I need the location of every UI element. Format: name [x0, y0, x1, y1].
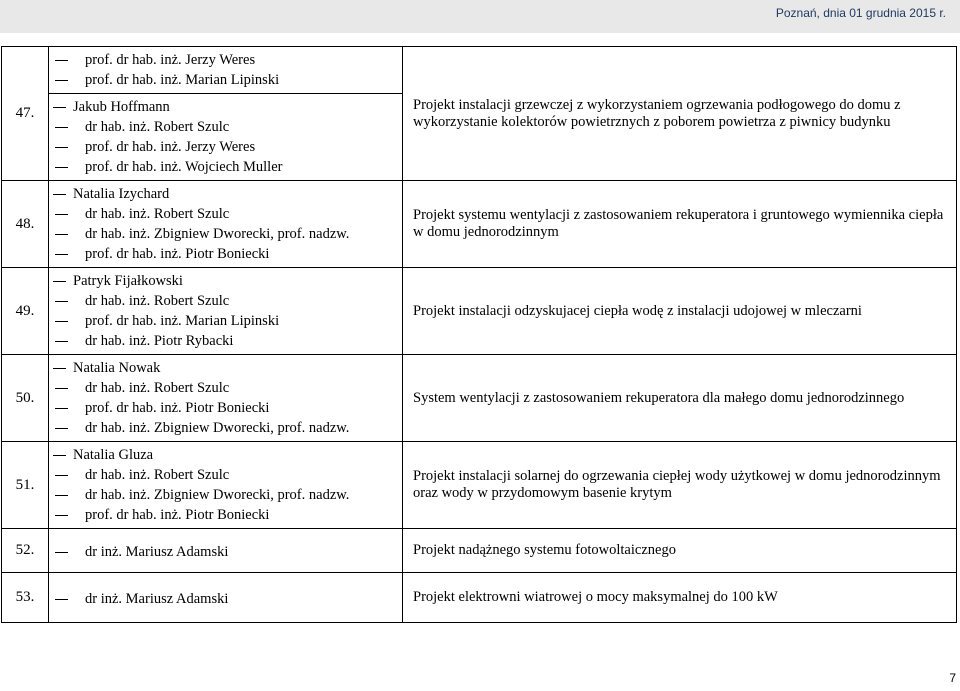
people-cell — [49, 47, 403, 94]
project-title: Projekt systemu wentylacji z zastosowaniem rekuperatora i gruntowego wymiennika ciepła w domu jednorodzinnym — [403, 181, 957, 268]
table-row — [2, 573, 957, 623]
projects-table — [1, 46, 957, 623]
supervisor-name: dr hab. inż. Zbigniew Dworecki, prof. nadzw. — [55, 418, 398, 438]
people-cell — [49, 94, 403, 181]
student-name: Natalia Nowak — [55, 358, 398, 378]
project-title: Projekt instalacji solarnej do ogrzewania ciepłej wody użytkowej w domu jednorodzinnym oraz wody w przydomowym basenie krytym — [403, 442, 957, 529]
supervisor-name: prof. dr hab. inż. Marian Lipinski — [55, 70, 398, 90]
project-title: Projekt nadążnego systemu fotowoltaicznego — [403, 529, 957, 573]
page-header — [0, 0, 960, 33]
student-name: Natalia Gluza — [55, 445, 398, 465]
supervisor-name: prof. dr hab. inż. Piotr Boniecki — [55, 244, 398, 264]
people-cell — [49, 268, 403, 355]
supervisor-name: dr hab. inż. Zbigniew Dworecki, prof. nadzw. — [55, 224, 398, 244]
table-row — [2, 442, 957, 529]
supervisor-name: dr inż. Mariusz Adamski — [55, 542, 398, 562]
student-name: Jakub Hoffmann — [55, 97, 398, 117]
row-number: 51. — [2, 442, 49, 529]
project-title: Projekt instalacji odzyskujacej ciepła wodę z instalacji udojowej w mleczarni — [403, 268, 957, 355]
supervisor-name: dr hab. inż. Zbigniew Dworecki, prof. nadzw. — [55, 485, 398, 505]
supervisor-name: dr hab. inż. Robert Szulc — [55, 378, 398, 398]
student-name: Patryk Fijałkowski — [55, 271, 398, 291]
project-title: Projekt instalacji grzewczej z wykorzystaniem ogrzewania podłogowego do domu z wykorzystanie kolektorów powietrznych z poborem powietrza z piwnicy budynku — [403, 47, 957, 181]
row-number: 49. — [2, 268, 49, 355]
row-number: 50. — [2, 355, 49, 442]
project-title: Projekt elektrowni wiatrowej o mocy maksymalnej do 100 kW — [403, 573, 957, 623]
people-cell — [49, 529, 403, 573]
header-date: Poznań, dnia 01 grudnia 2015 r. — [775, 6, 946, 20]
supervisor-name: prof. dr hab. inż. Jerzy Weres — [55, 50, 398, 70]
people-cell — [49, 442, 403, 529]
page-number: 7 — [949, 671, 956, 685]
supervisor-name: dr hab. inż. Robert Szulc — [55, 204, 398, 224]
people-cell — [49, 573, 403, 623]
row-number: 48. — [2, 181, 49, 268]
project-title: System wentylacji z zastosowaniem rekuperatora dla małego domu jednorodzinnego — [403, 355, 957, 442]
supervisor-name: dr hab. inż. Robert Szulc — [55, 465, 398, 485]
supervisor-name: prof. dr hab. inż. Jerzy Weres — [55, 137, 398, 157]
supervisor-name: dr inż. Mariusz Adamski — [55, 589, 398, 609]
supervisor-name: dr hab. inż. Robert Szulc — [55, 291, 398, 311]
table-row — [2, 529, 957, 573]
row-number: 52. — [2, 529, 49, 573]
table-row — [2, 268, 957, 355]
supervisor-name: prof. dr hab. inż. Marian Lipinski — [55, 311, 398, 331]
supervisor-name: prof. dr hab. inż. Piotr Boniecki — [55, 398, 398, 418]
student-name: Natalia Izychard — [55, 184, 398, 204]
supervisor-name: prof. dr hab. inż. Piotr Boniecki — [55, 505, 398, 525]
people-cell — [49, 181, 403, 268]
supervisor-name: dr hab. inż. Piotr Rybacki — [55, 331, 398, 351]
supervisor-name: dr hab. inż. Robert Szulc — [55, 117, 398, 137]
row-number: 53. — [2, 573, 49, 623]
table-row — [2, 355, 957, 442]
table-row — [2, 47, 957, 94]
table-row — [2, 181, 957, 268]
row-number: 47. — [2, 47, 49, 181]
people-cell — [49, 355, 403, 442]
supervisor-name: prof. dr hab. inż. Wojciech Muller — [55, 157, 398, 177]
